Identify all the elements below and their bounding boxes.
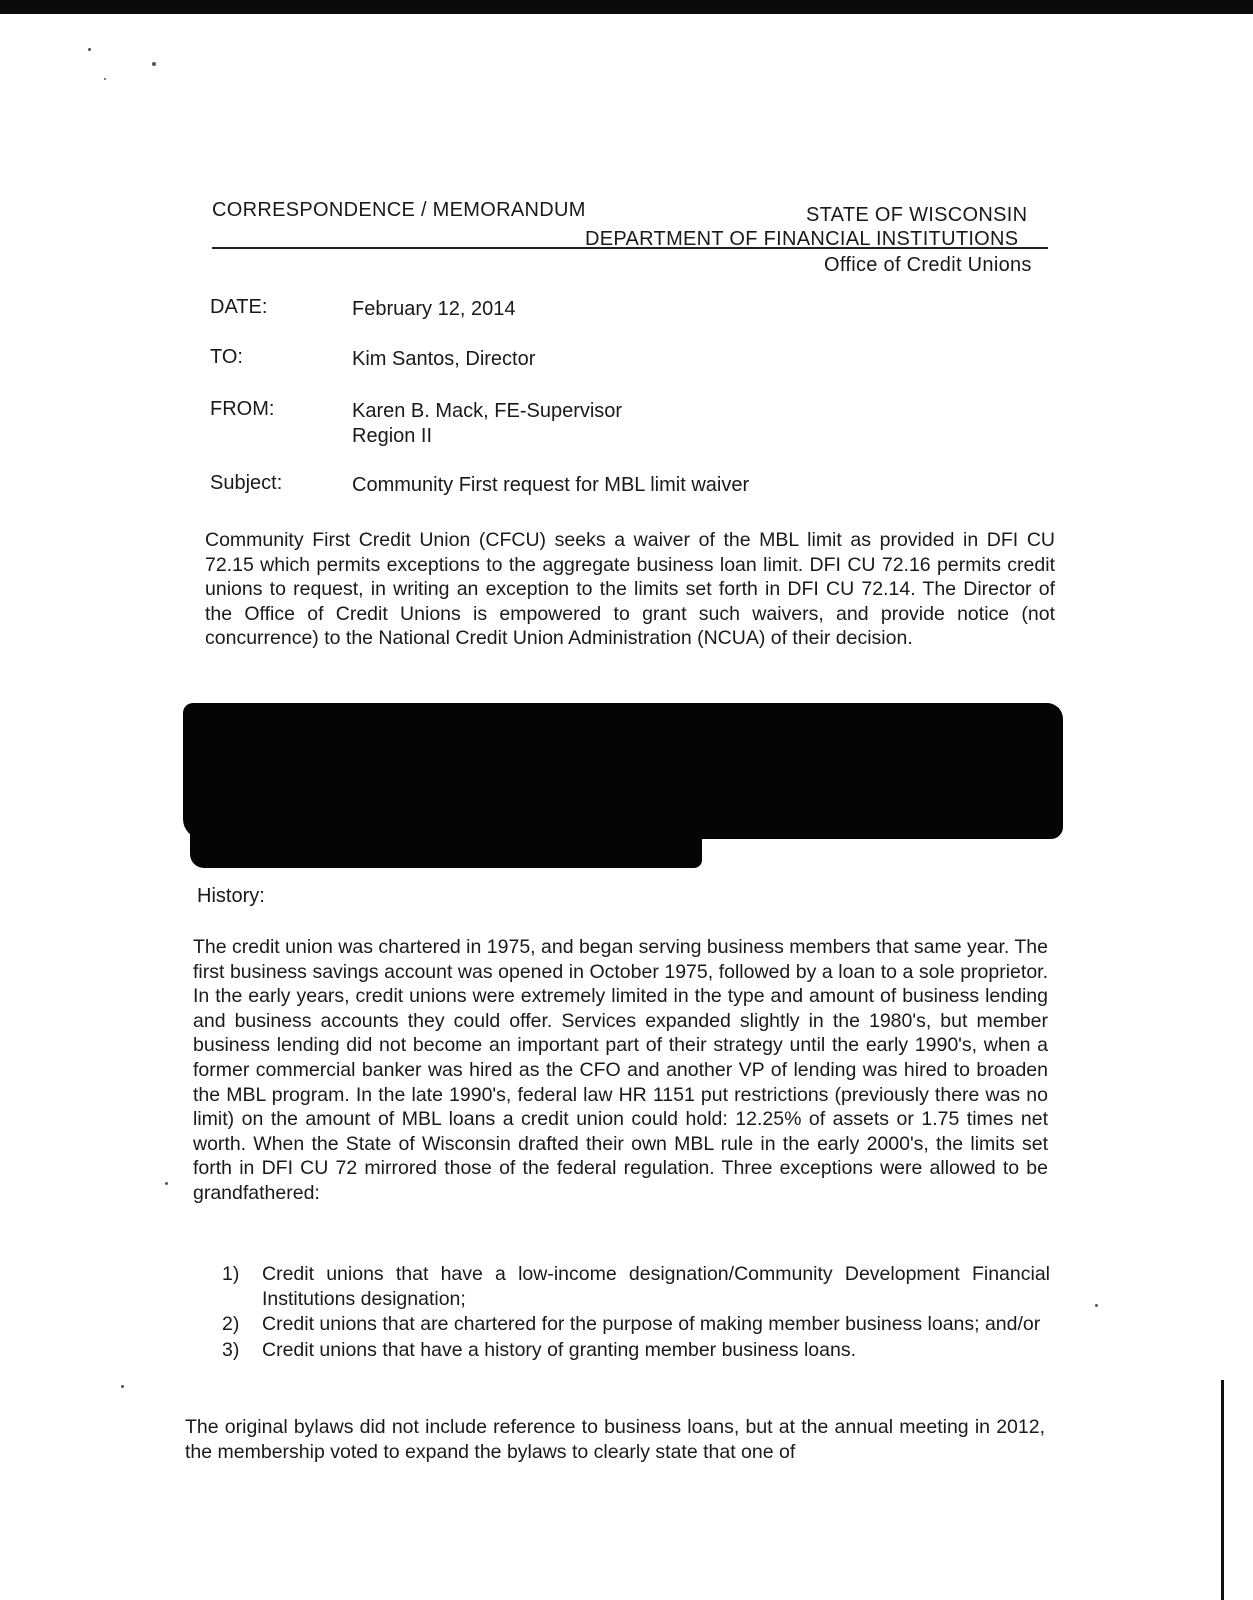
to-value: Kim Santos, Director xyxy=(352,348,536,370)
from-label: FROM: xyxy=(210,398,275,420)
history-heading: History: xyxy=(197,885,265,907)
scan-speck xyxy=(88,48,91,51)
scan-speck xyxy=(152,62,156,66)
list-item xyxy=(222,1312,1050,1337)
scan-top-border xyxy=(0,0,1253,14)
from-region: Region II xyxy=(352,425,433,447)
office-name: Office of Credit Unions xyxy=(824,254,1032,276)
list-item xyxy=(222,1262,1050,1311)
memo-type-label: CORRESPONDENCE / MEMORANDUM xyxy=(212,199,586,221)
exceptions-list xyxy=(222,1262,1050,1362)
list-item xyxy=(222,1338,1050,1363)
subject-value: Community First request for MBL limit waiver xyxy=(352,474,750,496)
list-item-text: Credit unions that have a low-income designation/Community Development Financial Institutions designation; xyxy=(262,1263,1050,1310)
redaction-block xyxy=(183,703,1063,839)
list-number: 1) xyxy=(222,1263,240,1285)
date-value: February 12, 2014 xyxy=(352,298,516,320)
from-value: Karen B. Mack, FE-Supervisor xyxy=(352,400,623,422)
date-label: DATE: xyxy=(210,296,268,318)
scan-speck xyxy=(104,78,106,80)
redaction-block xyxy=(190,830,702,868)
list-item-text: Credit unions that are chartered for the purpose of making member business loans; and/or xyxy=(262,1313,1041,1336)
list-item-text: Credit unions that have a history of granting member business loans. xyxy=(262,1338,856,1361)
closing-paragraph: The original bylaws did not include reference to business loans, but at the annual meeting in 2012, the membership voted to expand the bylaws to clearly state that one of xyxy=(185,1416,1045,1463)
intro-paragraph: Community First Credit Union (CFCU) seeks a waiver of the MBL limit as provided in DFI CU 72.15 which permits exceptions to the aggregate business loan limit. DFI CU 72.16 permits credit unions to request, in writing an exception to the limits set forth in DFI CU 72.14. The Director of the Office of Credit Unions is empowered to grant such waivers, and provide notice (not concurrence) to the National Credit Union Administration (NCUA) of their decision. xyxy=(205,529,1055,650)
list-number: 2) xyxy=(222,1313,240,1336)
history-paragraph: The credit union was chartered in 1975, and began serving business members that same year. The first business savings account was opened in October 1975, followed by a loan to a sole proprietor. In the early years, credit unions were extremely limited in the type and amount of business lending and business accounts they could offer. Services expanded slightly in the 1980's, but member business lending did not become an important part of their strategy until the early 1990's, when a former commercial banker was hired as the CFO and another VP of lending was hired to broaden the MBL program. In the late 1990's, federal law HR 1151 put restrictions (previously there was no limit) on the amount of MBL loans a credit union could hold: 12.25% of assets or 1.75 times net worth. When the State of Wisconsin drafted their own MBL rule in the early 2000's, the limits set forth in DFI CU 72 mirrored those of the federal regulation. Three exceptions were allowed to be grandfathered: xyxy=(193,936,1048,1204)
scan-speck xyxy=(1095,1304,1098,1307)
department-name: DEPARTMENT OF FINANCIAL INSTITUTIONS xyxy=(585,228,1019,250)
scan-speck xyxy=(121,1385,124,1388)
to-label: TO: xyxy=(210,346,243,368)
scan-speck xyxy=(165,1182,168,1185)
subject-label: Subject: xyxy=(210,472,283,494)
list-number: 3) xyxy=(222,1338,240,1361)
scan-edge-line xyxy=(1221,1380,1224,1600)
state-name: STATE OF WISCONSIN xyxy=(806,204,1028,226)
